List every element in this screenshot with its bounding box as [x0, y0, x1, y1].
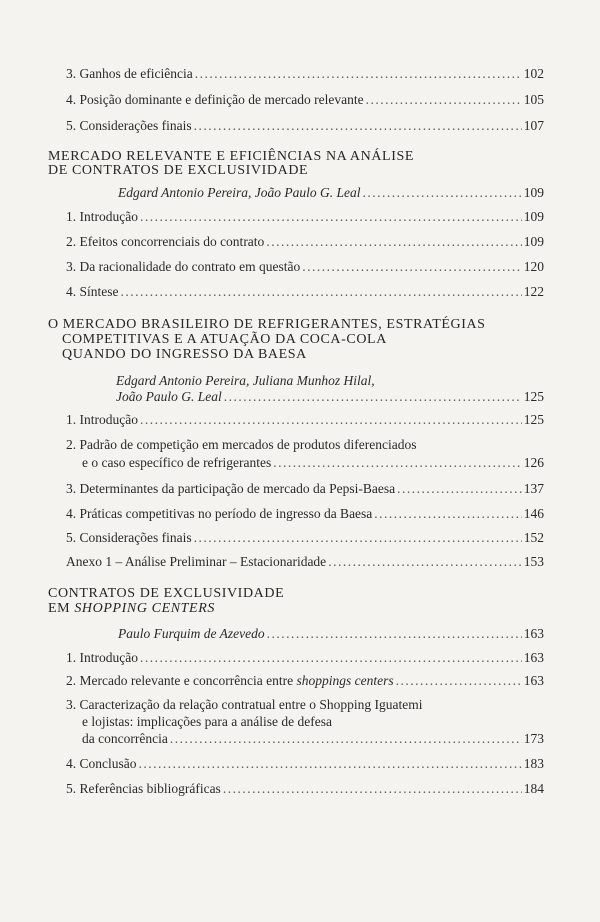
- toc-entry-label: 1. Introdução: [66, 412, 138, 427]
- toc-authors: [118, 626, 544, 642]
- leader-dots: [224, 389, 522, 405]
- toc-entry-page: 125: [523, 389, 544, 404]
- toc-entry-page: 153: [523, 554, 544, 569]
- toc-entry-page: 109: [523, 234, 544, 249]
- leader-dots: [170, 731, 522, 747]
- leader-dots: [140, 412, 522, 428]
- toc-entry-label: 3. Da racionalidade do contrato em questão: [66, 259, 301, 274]
- toc-entry: [66, 234, 544, 250]
- authors-label: Edgard Antonio Pereira, Juliana Munhoz Hilal,: [116, 373, 375, 388]
- toc-entry-label: e o caso específico de refrigerantes: [82, 455, 272, 470]
- toc-authors: [118, 185, 544, 201]
- toc-entry-page: 109: [523, 185, 544, 200]
- toc-entry-label: 2. Efeitos concorrenciais do contrato: [66, 234, 265, 249]
- toc-entry: [82, 455, 544, 471]
- toc-entry-page: 163: [523, 650, 544, 665]
- toc-entry-label: 2. Padrão de competição em mercados de produtos diferenciados: [66, 437, 417, 452]
- authors-label: Edgard Antonio Pereira, João Paulo G. Leal: [118, 185, 361, 200]
- authors-label: João Paulo G. Leal: [116, 389, 222, 404]
- section-title: QUANDO DO INGRESSO DA BAESA: [62, 347, 307, 362]
- leader-dots: [121, 284, 522, 300]
- toc-entry: [66, 92, 544, 108]
- toc-entry-page: 152: [523, 530, 544, 545]
- toc-entry: [66, 530, 544, 546]
- toc-entry-label: 4. Posição dominante e definição de mercado relevante: [66, 92, 364, 107]
- leader-dots: [267, 626, 522, 642]
- section-title: [48, 601, 215, 617]
- toc-entry: [66, 554, 544, 570]
- toc-entry-page: 146: [523, 506, 544, 521]
- toc-entry-page: 163: [523, 626, 544, 641]
- toc-entry-label: e lojistas: implicações para a análise de defesa: [82, 714, 333, 729]
- toc-entry: [66, 118, 544, 134]
- toc-entry-label: 5. Referências bibliográficas: [66, 781, 221, 796]
- leader-dots: [273, 455, 521, 471]
- toc-entry-page: 183: [523, 756, 544, 771]
- toc-entry-page: 137: [523, 481, 544, 496]
- toc-entry-label: 4. Conclusão: [66, 756, 137, 771]
- section-title: DE CONTRATOS DE EXCLUSIVIDADE: [48, 163, 309, 178]
- toc-entry-label: Anexo 1 – Análise Preliminar – Estacionaridade: [66, 554, 327, 569]
- leader-dots: [266, 234, 521, 250]
- toc-authors: [116, 389, 544, 405]
- toc-entry-label: 3. Caracterização da relação contratual entre o Shopping Iguatemi: [66, 697, 423, 712]
- leader-dots: [362, 185, 521, 201]
- leader-dots: [396, 673, 522, 689]
- toc-entry-label: 3. Ganhos de eficiência: [66, 66, 193, 81]
- section-title-part: SHOPPING CENTERS: [74, 601, 215, 616]
- toc-entry-page: 107: [523, 118, 544, 133]
- toc-entry-page: 105: [523, 92, 544, 107]
- toc-entry: [66, 650, 544, 666]
- section-title: O MERCADO BRASILEIRO DE REFRIGERANTES, ESTRATÉGIAS: [48, 317, 486, 332]
- toc-entry: [66, 412, 544, 428]
- toc-entry-label-part: shoppings centers: [296, 673, 394, 688]
- toc-entry-label: 1. Introdução: [66, 209, 138, 224]
- toc-entry-label: 4. Práticas competitivas no período de ingresso da Baesa: [66, 506, 373, 521]
- toc-entry-page: 125: [523, 412, 544, 427]
- section-title: CONTRATOS DE EXCLUSIVIDADE: [48, 586, 285, 601]
- toc-entry-label: [66, 673, 394, 689]
- authors-label: Paulo Furquim de Azevedo: [118, 626, 265, 641]
- leader-dots: [194, 530, 522, 546]
- toc-entry-label: 5. Considerações finais: [66, 118, 192, 133]
- toc-entry: [66, 756, 544, 772]
- toc-entry: [82, 731, 544, 747]
- toc-entry: [66, 673, 544, 689]
- toc-entry: [66, 66, 544, 82]
- leader-dots: [194, 118, 522, 134]
- leader-dots: [397, 481, 522, 497]
- toc-entry-page: 109: [523, 209, 544, 224]
- toc-entry-label: 4. Síntese: [66, 284, 119, 299]
- toc-entry-page: 122: [523, 284, 544, 299]
- toc-entry: [66, 506, 544, 522]
- section-title: COMPETITIVAS E A ATUAÇÃO DA COCA-COLA: [62, 332, 387, 347]
- section-title: MERCADO RELEVANTE E EFICIÊNCIAS NA ANÁLISE: [48, 149, 414, 164]
- toc-entry: [66, 259, 544, 275]
- leader-dots: [374, 506, 521, 522]
- leader-dots: [366, 92, 522, 108]
- toc-entry: [66, 781, 544, 797]
- toc-entry: [66, 481, 544, 497]
- leader-dots: [328, 554, 522, 570]
- toc-entry-page: 184: [523, 781, 544, 796]
- leader-dots: [139, 756, 522, 772]
- toc-entry: [66, 209, 544, 225]
- toc-entry-page: 173: [523, 731, 544, 746]
- toc-entry-page: 120: [523, 259, 544, 274]
- leader-dots: [140, 209, 522, 225]
- toc-entry-page: 126: [523, 455, 544, 470]
- toc-entry-page: 163: [523, 673, 544, 688]
- toc-entry-label-part: 2. Mercado relevante e concorrência entre: [66, 673, 294, 688]
- leader-dots: [140, 650, 522, 666]
- section-title-part: EM: [48, 601, 71, 616]
- leader-dots: [302, 259, 521, 275]
- toc-entry-label: da concorrência: [82, 731, 168, 746]
- toc-entry-label: 1. Introdução: [66, 650, 138, 665]
- leader-dots: [195, 66, 522, 82]
- leader-dots: [223, 781, 522, 797]
- toc-entry-label: 5. Considerações finais: [66, 530, 192, 545]
- toc-entry-page: 102: [523, 66, 544, 81]
- toc-entry: [66, 284, 544, 300]
- toc-entry-label: 3. Determinantes da participação de mercado da Pepsi-Baesa: [66, 481, 396, 496]
